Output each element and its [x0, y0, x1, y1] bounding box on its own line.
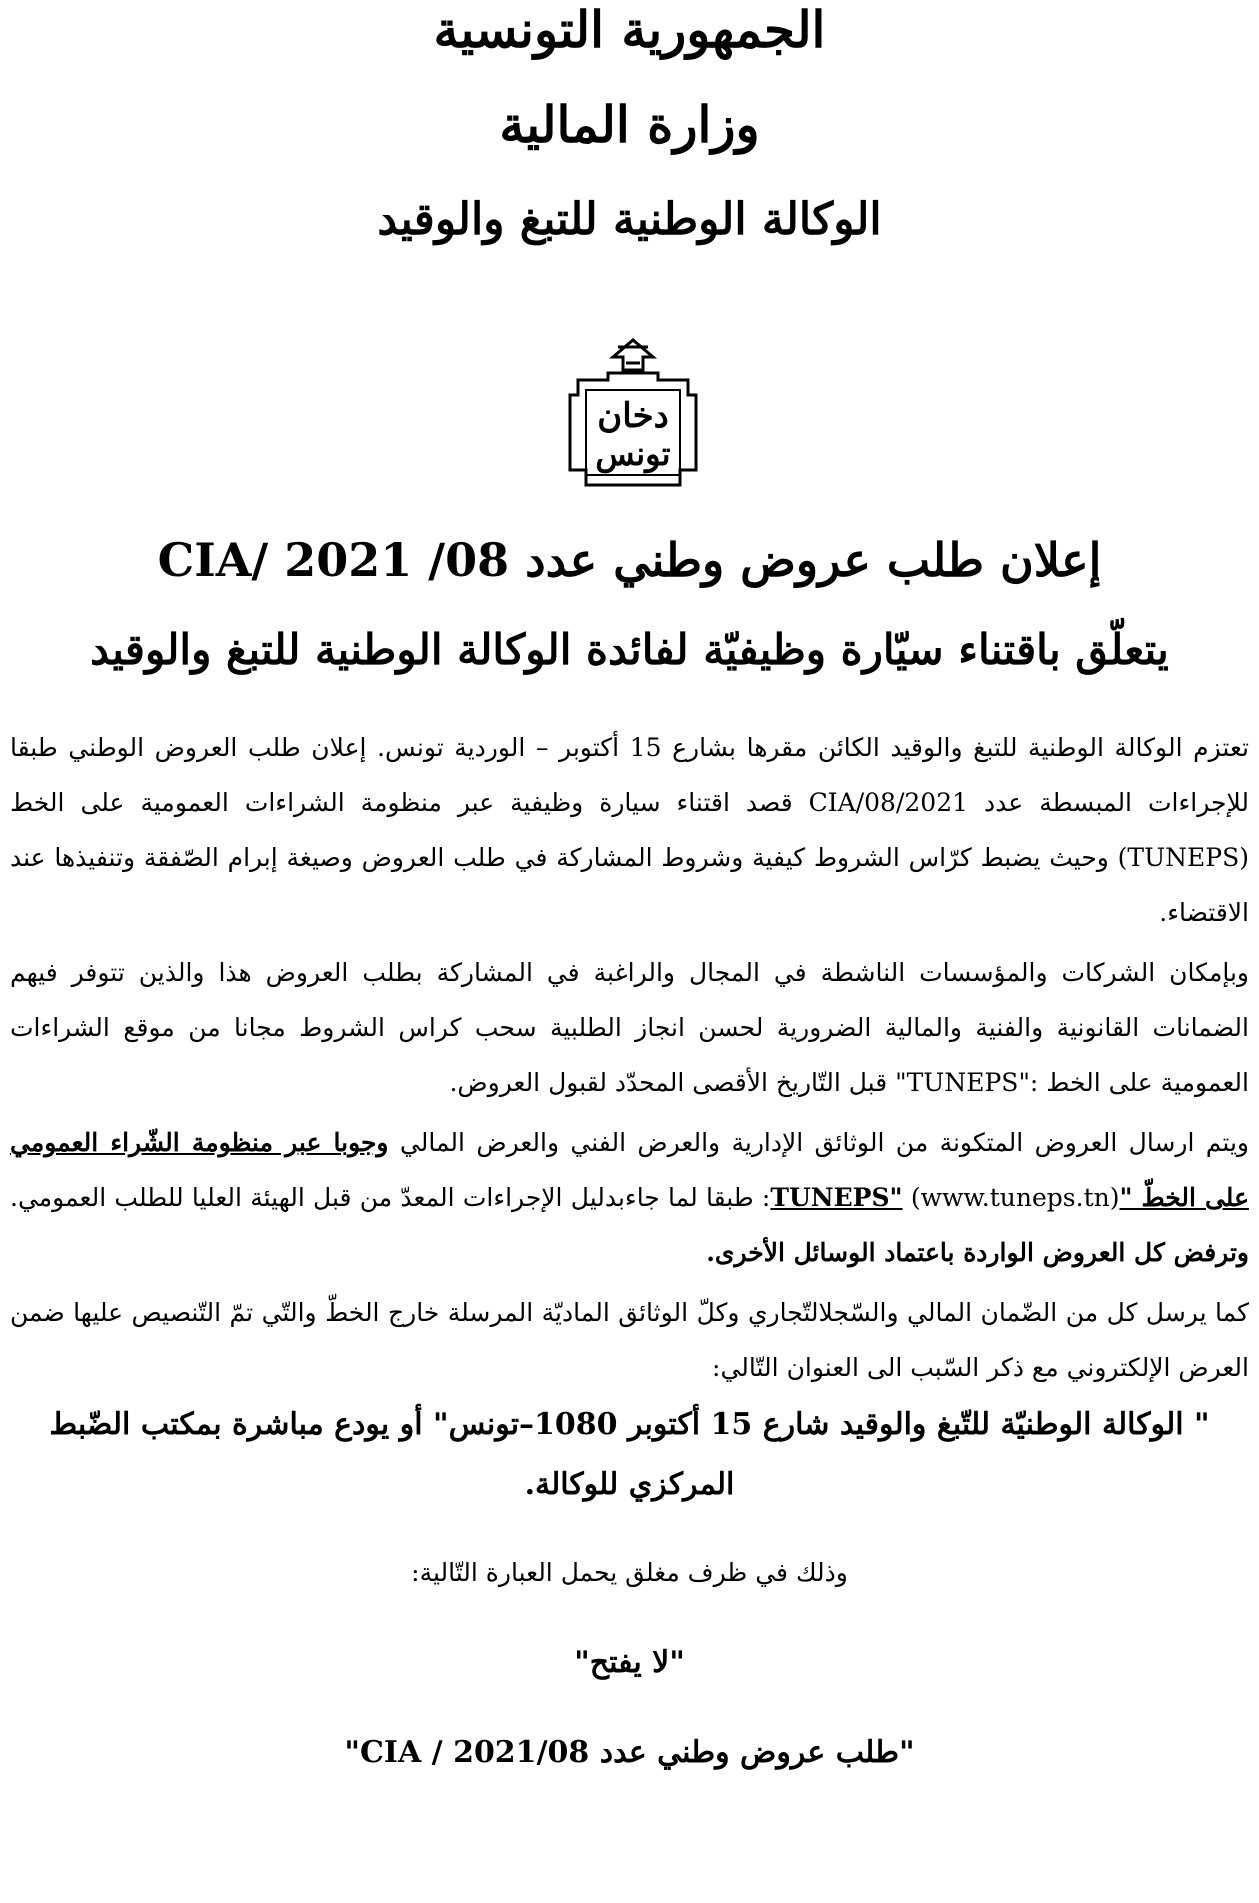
delivery-address: " الوكالة الوطنيّة للتّبغ والوقيد شارع 15 أكتوبر 1080–تونس" أو يودع مباشرة بمكتب الضّبط المركزي للوكالة. [49, 1407, 1210, 1502]
body-paragraph-2 [10, 945, 1249, 1110]
paragraph-3-tuneps-requirement: وجوبا عبر منظومة الشّراء العمومي على الخطّ "TUNEPS" [10, 1128, 1249, 1212]
body-paragraph-3 [10, 1115, 1249, 1280]
announcement-subtitle: يتعلّق باقتناء سيّارة وظيفيّة لفائدة الوكالة الوطنية للتبغ والوقيد [90, 625, 1169, 674]
header-agency: الوكالة الوطنية للتبغ والوقيد [377, 194, 882, 245]
paragraph-2-text: وبإمكان الشركات والمؤسسات الناشطة في المجال والراغبة في المشاركة بطلب العروض هذا والذين تتوفر فيهم الضمانات القانونية والفنية والمالية الضرورية لحسن انجاز الطلبية سحب كراس الشروط مجانا من موقع الشراءات العمومية على الخط :"TUNEPS" قبل التّاريخ الأقصى المحدّد لقبول العروض. [10, 958, 1249, 1097]
paragraph-3-rejection-note: وترفض كل العروض الواردة باعتماد الوسائل الأخرى. [706, 1238, 1249, 1267]
header-ministry: وزارة المالية [499, 95, 760, 154]
header-republic: الجمهورية التونسية [433, 0, 826, 59]
paragraph-1-text: تعتزم الوكالة الوطنية للتبغ والوقيد الكائن مقرها بشارع 15 أكتوبر – الوردية تونس. إعلان طلب العروض الوطني طبقا للإجراءات المبسطة عدد 2021/CIA/08 قصد اقتناء سيارة وظيفية عبر منظومة الشراءات العمومية على الخط (TUNEPS) وحيث يضبط كرّاس الشروط كيفية وشروط المشاركة في طلب العروض وصيغة إبرام الصّفقة وتنفيذها عند الاقتضاء. [10, 733, 1249, 927]
envelope-instruction: وذلك في ظرف مغلق يحمل العبارة التّالية: [411, 1558, 848, 1587]
do-not-open-label: "لا يفتح" [574, 1645, 685, 1680]
body-paragraph-1 [10, 720, 1249, 940]
paragraph-3-part-c: (www.tuneps.tn): طبقا لما جاءبدليل الإجراءات المعدّ من قبل الهيئة العليا للطلب العمومي. [10, 1183, 1120, 1212]
tender-reference-label: "طلب عروض وطني عدد 08/CIA / 2021" [344, 1735, 915, 1770]
body-paragraph-4 [10, 1285, 1249, 1395]
paragraph-4-text: كما يرسل كل من الضّمان المالي والسّجلالتّجاري وكلّ الوثائق الماديّة المرسلة خارج الخطّ والتّي تمّ التّنصيص عليها ضمن العرض الإلكتروني مع ذكر السّبب الى العنوان التّالي: [10, 1298, 1249, 1382]
logo-text-top: دخان [597, 396, 669, 436]
logo-emblem-icon [548, 335, 718, 495]
paragraph-3-part-a: ويتم ارسال العروض المتكونة من الوثائق الإدارية والعرض الفني والعرض المالي [388, 1128, 1249, 1157]
logo-text-bottom: تونس [595, 435, 671, 473]
announcement-title: إعلان طلب عروض وطني عدد 08/ CIA/ 2021 [157, 533, 1102, 587]
agency-logo [548, 335, 718, 495]
